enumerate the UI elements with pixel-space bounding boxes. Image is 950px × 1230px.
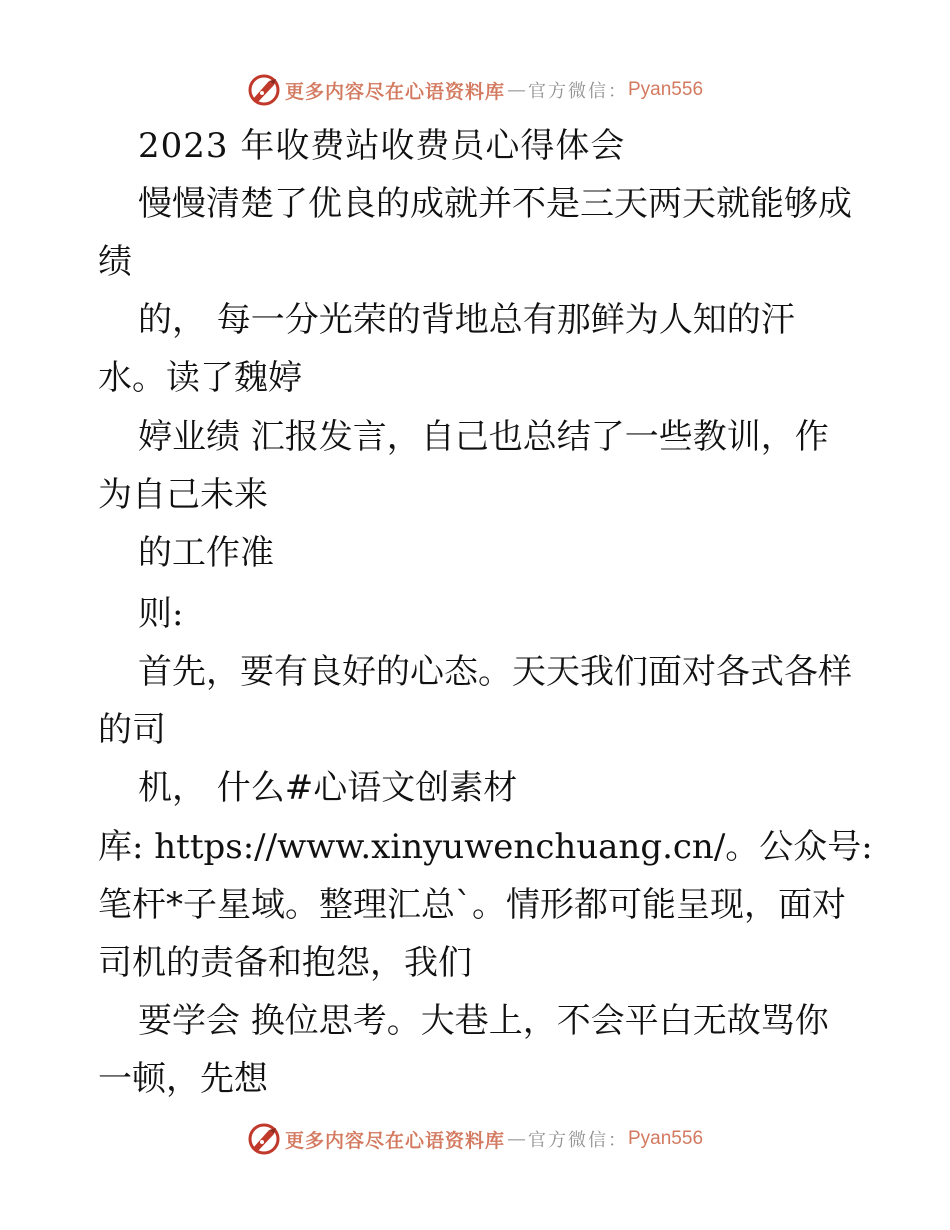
text-line: 为自己未来 bbox=[98, 475, 268, 515]
text-line: 首先，要有良好的心态。天天我们面对各式各样 bbox=[138, 652, 852, 692]
banner-wechat-label: 官方微信： bbox=[528, 1130, 628, 1151]
banner-wechat-id: Pyan556 bbox=[628, 79, 704, 100]
text-line: 的， 每一分光荣的背地总有那鲜为人知的汗 bbox=[138, 300, 795, 340]
text-line: 要学会 换位思考。大巷上，不会平白无故骂你 bbox=[138, 1001, 829, 1041]
text-line: 绩 bbox=[98, 242, 132, 282]
text-line: 婷业绩 汇报发言，自己也总结了一些教训，作 bbox=[138, 417, 829, 457]
banner-wechat-id: Pyan556 bbox=[628, 1128, 704, 1149]
text-line-url: 库: https://www.xinyuwenchuang.cn/。公众号: bbox=[98, 827, 873, 867]
banner-dash: — bbox=[507, 79, 526, 101]
text-line: 水。读了魏婷 bbox=[98, 358, 302, 398]
banner-main-text: 更多内容尽在心语资料库 bbox=[284, 80, 505, 103]
banner-dash: — bbox=[507, 1128, 526, 1150]
pen-nib-logo-icon bbox=[247, 1122, 281, 1156]
text-line: 的工作准 bbox=[138, 533, 274, 573]
pen-nib-logo-icon bbox=[247, 73, 281, 107]
text-line: 一顿，先想 bbox=[98, 1059, 268, 1099]
text-line: 的司 bbox=[98, 710, 166, 750]
footer-watermark-banner bbox=[0, 1119, 950, 1159]
text-line: 慢慢清楚了优良的成就并不是三天两天就能够成 bbox=[138, 184, 852, 224]
banner-wechat-label: 官方微信： bbox=[528, 81, 628, 102]
text-line: 则: bbox=[138, 594, 184, 634]
text-line: 笔杆*子星域。整理汇总`。情形都可能呈现，面对 bbox=[98, 885, 846, 925]
text-line: 司机的责备和抱怨，我们 bbox=[98, 943, 472, 983]
banner-main-text: 更多内容尽在心语资料库 bbox=[284, 1129, 505, 1152]
text-line: 机， 什么#心语文创素材 bbox=[138, 768, 518, 808]
header-watermark-banner bbox=[0, 70, 950, 110]
document-title: 2023 年收费站收费员心得体会 bbox=[138, 126, 626, 166]
